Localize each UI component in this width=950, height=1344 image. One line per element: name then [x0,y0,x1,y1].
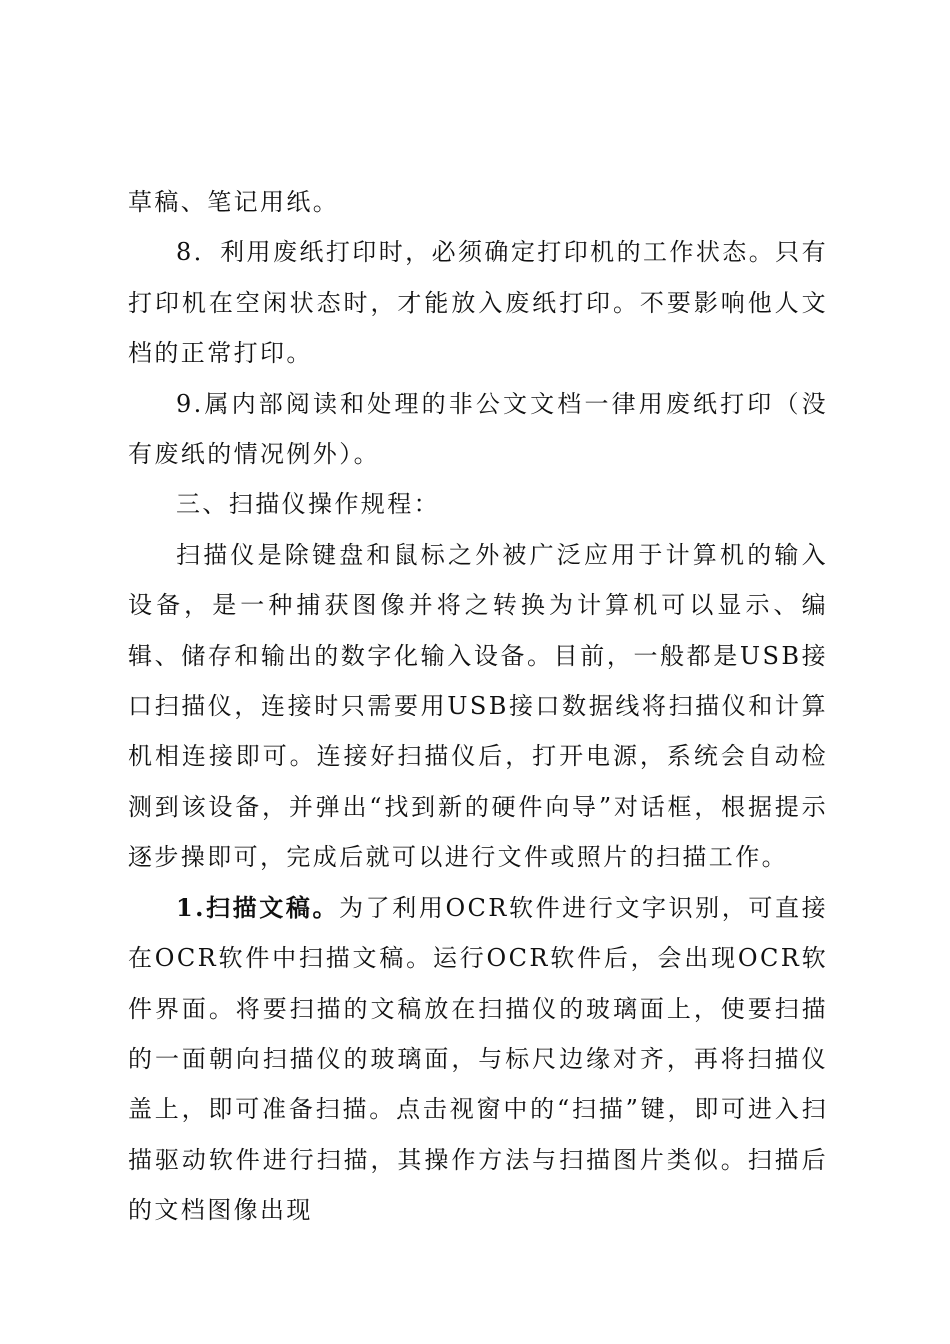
paragraph-continuation: 草稿、笔记用纸。 [128,188,340,216]
paragraph-lead-bold: 1.扫描文稿。 [176,892,340,922]
section-heading-scanner: 三、扫描仪操作规程： [176,490,440,519]
paragraph-item-9: 9.属内部阅读和处理的非公文文档一律用废纸打印（没有废纸的情况例外）。 [128,389,828,469]
paragraph-body-text: 为了利用OCR软件进行文字识别，可直接在OCR软件中扫描文稿。运行OCR软件后，会出现OCR软件界面。将要扫描的文稿放在扫描仪的玻璃面上，使要扫描的一面朝向扫描仪的玻璃面，与标尺边缘对齐，再将扫描仪盖上，即可准备扫描。点击视窗中的“扫描”键，即可进入扫描驱动软件进行扫描，其操作方法与扫描图片类似。扫描后的文档图像出现 [128,893,828,1225]
paragraph-scanner-intro: 扫描仪是除键盘和鼠标之外被广泛应用于计算机的输入设备，是一种捕获图像并将之转换为计算机可以显示、编辑、储存和输出的数字化输入设备。目前，一般都是USB接口扫描仪，连接时只需要用USB接口数据线将扫描仪和计算机相连接即可。连接好扫描仪后，打开电源，系统会自动检测到该设备，并弹出“找到新的硬件向导”对话框，根据提示逐步操即可，完成后就可以进行文件或照片的扫描工作。 [128,540,828,872]
paragraph-item-8: 8．利用废纸打印时，必须确定打印机的工作状态。只有打印机在空闲状态时，才能放入废纸打印。不要影响他人文档的正常打印。 [128,238,828,368]
document-page [128,177,828,1236]
paragraph-scan-document [128,883,828,1236]
